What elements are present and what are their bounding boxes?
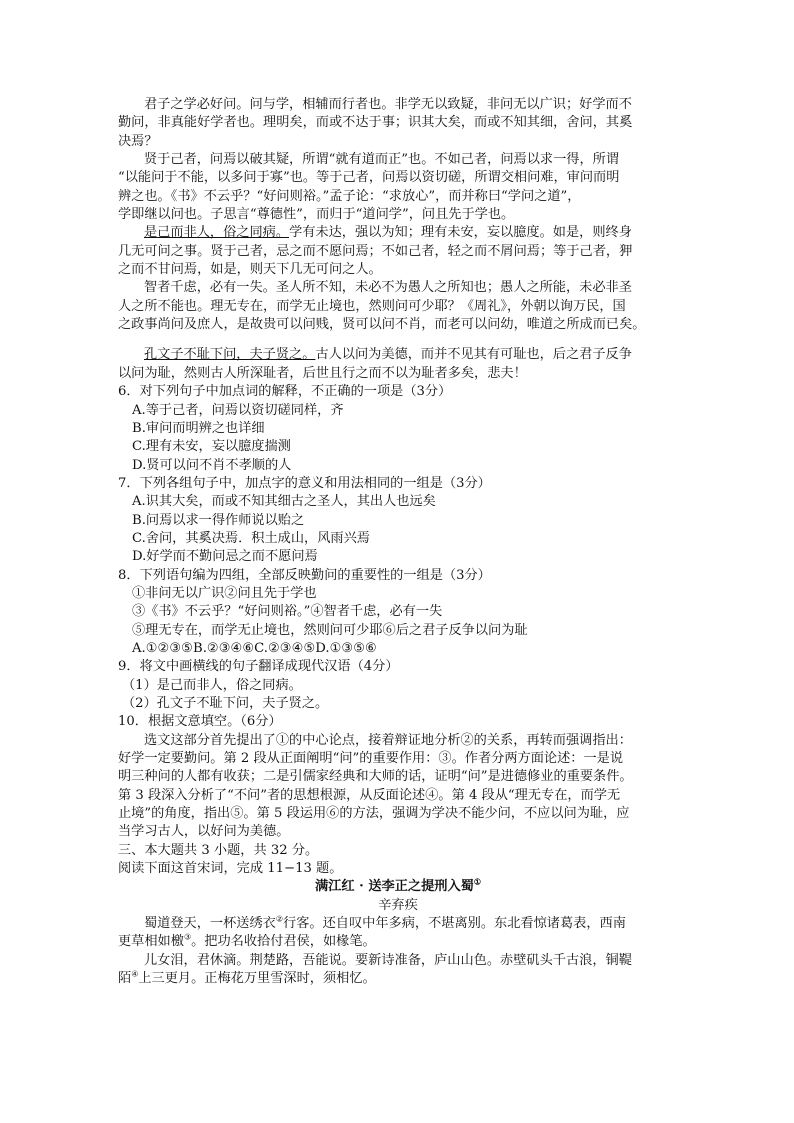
footnote-marker: ①: [473, 877, 481, 888]
option-c: C.舍问，其奚决焉．积土成山，风雨兴焉: [132, 530, 370, 546]
footnote-marker: ③: [183, 933, 192, 943]
question-stem: 8．下列语句编为四组，全部反映勤问的重要性的一组是（3分）: [118, 567, 491, 583]
answer-choices: A.①②③⑤B.②③④⑥C.②③④⑤D.①③⑤⑥: [132, 640, 377, 656]
sub-question-1: （1）是己而非人，俗之同病。: [122, 677, 302, 693]
poem-title-text: 满江红 · 送李正之提刑入蜀: [314, 879, 474, 895]
underlined-sentence-2: 孔文子不耻下问，夫子贤之。: [144, 347, 316, 363]
option-d: D.好学而不勤问忌之而不愿问焉: [132, 549, 318, 565]
text-line: 当学习古人，以好问为美德。: [118, 824, 290, 840]
text-span: 。把功名收拾付君侯，如椽笔。: [191, 934, 376, 950]
statement-line: ⑤理无专在，而学无止境也，然则问可少耶⑥后之君子反争以问为耻: [132, 622, 528, 638]
text-line: 辨之也。《书》不云乎？“好问则裕。”孟子论：“求放心”，而并称曰“学问之道”，: [118, 188, 581, 204]
paragraph-gap: [118, 334, 678, 346]
text-line: 之而不甘问焉，如是，则天下几无可问之人。: [118, 262, 382, 278]
question-7: [118, 475, 678, 567]
question-10: [118, 713, 678, 841]
text-line: 明三种问的人都有收获；二是引儒家经典和大师的话，证明“问”是进德修业的重要条件。: [118, 769, 633, 785]
question-6: [118, 383, 678, 475]
option-a: A.等于己者，问焉以资切磋同样，齐: [132, 402, 344, 418]
poem: [118, 878, 678, 988]
option-b: B.审问而明辨之也详细: [132, 420, 265, 436]
passage-paragraph-2: [118, 151, 678, 224]
section-3: [118, 842, 678, 879]
text-line: “以能问于不能，以多问于寡”也。等于己者，问焉以资切磋，所谓交相问难，审问而明: [118, 170, 620, 186]
text-line: 好学一定要勤问。第 2 段从正面阐明“问”的重要作用：③。作者分两方面论述：一是说: [118, 751, 624, 767]
section-heading: 三、本大题共 3 小题，共 32 分。: [118, 842, 319, 858]
option-b: B.问焉以求一得作师说以贻之: [132, 512, 305, 528]
text-span: 陌: [118, 971, 132, 987]
text-line: 学即继以问也。子思言“尊德性”，而归于“道问学”，问且先于学也。: [118, 207, 515, 223]
poem-line: [118, 933, 678, 951]
text-line: 第 3 段深入分析了“不问”者的思想根源，从反面论述④。第 4 段从“理无专在，而学无: [118, 787, 621, 803]
text-line: 人之所不能也。理无专在，而学无止境也，然则问可少耶？《周礼》，外朝以询万民，国: [118, 298, 626, 314]
question-8: [118, 567, 678, 659]
text-line: 智者千虑，必有一失。圣人所不知，未必不为愚人之所知也；愚人之所能，未必非圣: [144, 280, 632, 296]
text-line: 勤问，非真能好学者也。理明矣，而或不达于事；识其大矣，而或不知其细，舍问，其奚: [118, 115, 633, 131]
poem-line: 儿女泪，君休滴。荆楚路，吾能说。要新诗准备，庐山山色。赤壁矶头千古浪，铜鞮: [144, 952, 632, 968]
text-span: 古人以问为美德，而并不见其有可耻也，后之君子反争: [315, 347, 632, 363]
text-line: 贤于己者，问焉以破其疑，所谓“就有道而正”也。不如己者，问焉以求一得，所谓: [144, 152, 620, 168]
section-intro: 阅读下面这首宋词，完成 11−13 题。: [118, 861, 343, 877]
text-line: [118, 224, 678, 242]
text-line: [118, 346, 678, 364]
passage-paragraph-1: [118, 96, 678, 151]
poem-line: [118, 915, 678, 933]
text-span: 蜀道登天，一杯送绣衣: [144, 916, 276, 932]
text-span: 学有未达，强以为知；理有未安，妄以臆度。如是，则终身: [289, 225, 632, 241]
passage-paragraph-3: [118, 224, 678, 279]
poem-title: [118, 878, 678, 896]
statement-line: ③《书》不云乎？“好问则裕。”④智者千虑，必有一失: [132, 604, 443, 620]
question-stem: 7．下列各组句子中，加点字的意义和用法相同的一组是（3分）: [118, 475, 491, 491]
text-span: 行客。还自叹中年多病，不堪离别。东北看惊诸葛表，西南: [283, 916, 626, 932]
text-line: 之政事尚问及庶人，是故贵可以问贱，贤可以问不肖，而老可以问幼，唯道之所成而已矣。: [118, 317, 646, 333]
text-span: 更草相如檄: [118, 934, 184, 950]
option-a: A.识其大矣，而或不知其细古之圣人，其出人也远矣: [132, 494, 436, 510]
text-line: 以问为耻，然则古人所深耻者，后世且行之而不以为耻者多矣，悲夫！: [118, 365, 527, 381]
passage-paragraph-4: [118, 279, 678, 334]
text-line: 君子之学必好问。问与学，相辅而行者也。非学无以致疑，非问无以广识；好学而不: [144, 97, 632, 112]
document-page: [118, 96, 678, 989]
poem-author: 辛弃疾: [378, 897, 418, 913]
statement-line: ①非问无以广识②问且先于学也: [132, 585, 317, 601]
question-stem: 6．对下列句子中加点词的解释，不正确的一项是（3分）: [118, 384, 452, 400]
text-line: 决焉？: [118, 133, 158, 149]
text-line: 止境”的角度，指出⑤。第 5 段运用⑥的方法，强调为学决不能少问，不应以问为耻，应: [118, 806, 630, 822]
footnote-marker: ②: [275, 914, 284, 924]
question-stem: 9．将文中画横线的句子翻译成现代汉语（4分）: [118, 659, 399, 675]
question-9: [118, 658, 678, 713]
text-line: 几无可问之事。贤于己者，忌之而不愿问焉；不如己者，轻之而不屑问焉；等于己者，狎: [118, 243, 633, 259]
footnote-marker: ④: [131, 969, 139, 979]
option-d: D.贤可以问不肖不孝顺的人: [132, 457, 292, 473]
option-c: C.理有未安，妄以臆度揣测: [132, 439, 291, 455]
text-span: 上三更月。正梅花万里雪深时，须相忆。: [138, 971, 376, 987]
underlined-sentence-1: 是己而非人，俗之同病。: [144, 225, 290, 241]
poem-line: [118, 970, 678, 988]
sub-question-2: （2）孔文子不耻下问，夫子贤之。: [122, 696, 329, 711]
text-line: 选文这部分首先提出了①的中心论点，接着辩证地分析②的关系，再转而强调指出：: [144, 732, 632, 748]
question-stem: 10．根据文意填空。（6分）: [118, 714, 282, 730]
passage-paragraph-5: [118, 346, 678, 383]
